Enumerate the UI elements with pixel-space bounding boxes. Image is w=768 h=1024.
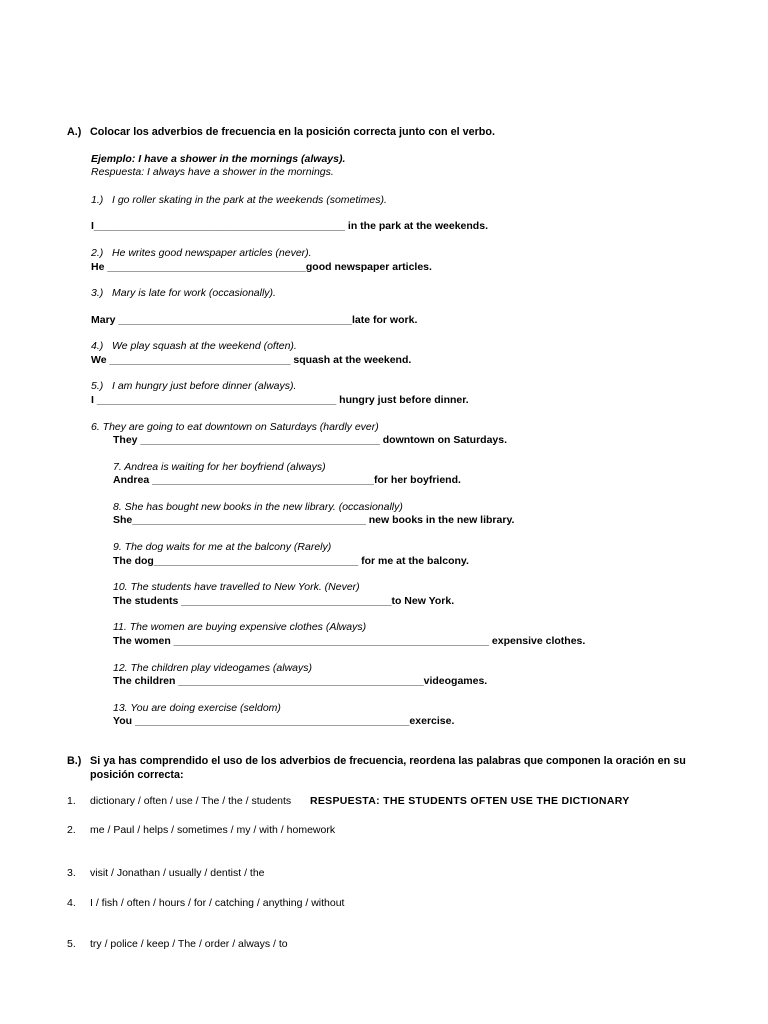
item-1-prompt: 1.) I go roller skating in the park at the weekends (sometimes). (91, 194, 387, 206)
item-9-fill: The dog___________________________________ for me at the balcony. (113, 555, 469, 567)
item-4-fill: We _______________________________ squash at the weekend. (91, 354, 412, 366)
item-3-prompt: 3.) Mary is late for work (occasionally). (91, 287, 276, 299)
b-item-5-number: 5. (67, 938, 76, 950)
item-5-prompt: 5.) I am hungry just before dinner (always). (91, 380, 297, 392)
item-13-prompt: 13. You are doing exercise (seldom) (113, 702, 281, 714)
b-item-1-number: 1. (67, 795, 76, 807)
b-item-5-words: try / police / keep / The / order / always / to (90, 938, 288, 950)
example-sentence: Ejemplo: I have a shower in the mornings (always). (91, 153, 346, 165)
section-b-title-line2: posición correcta: (90, 769, 184, 781)
item-5-fill: I _________________________________________ hungry just before dinner. (91, 394, 469, 406)
section-a-title: Colocar los adverbios de frecuencia en la posición correcta junto con el verbo. (90, 126, 495, 138)
b-item-4-words: I / fish / often / hours / for / catching / anything / without (90, 897, 345, 909)
item-2-prompt: 2.) He writes good newspaper articles (never). (91, 247, 312, 259)
item-1-fill: I___________________________________________ in the park at the weekends. (91, 220, 488, 232)
b-item-3-words: visit / Jonathan / usually / dentist / the (90, 867, 265, 879)
item-12-fill: The children __________________________________________videogames. (113, 675, 488, 687)
item-3-fill: Mary ________________________________________late for work. (91, 314, 418, 326)
item-9-prompt: 9. The dog waits for me at the balcony (Rarely) (113, 541, 332, 553)
item-11-fill: The women ______________________________________________________ expensive clothes. (113, 635, 586, 647)
section-b-title-line1: Si ya has comprendido el uso de los adverbios de frecuencia, reordena las palabras que componen la oración en su (90, 755, 686, 767)
section-a-marker: A.) (67, 126, 82, 138)
item-2-fill: He __________________________________good newspaper articles. (91, 261, 432, 273)
b-item-1-answer: RESPUESTA: THE STUDENTS OFTEN USE THE DICTIONARY (310, 795, 630, 807)
item-11-prompt: 11. The women are buying expensive clothes (Always) (113, 621, 367, 633)
b-item-2-words: me / Paul / helps / sometimes / my / with / homework (90, 824, 336, 836)
item-6-prompt: 6. They are going to eat downtown on Saturdays (hardly ever) (91, 421, 379, 433)
b-item-1-words: dictionary / often / use / The / the / students (90, 795, 292, 807)
item-10-fill: The students ____________________________________to New York. (113, 595, 455, 607)
item-8-prompt: 8. She has bought new books in the new library. (occasionally) (113, 501, 403, 513)
item-12-prompt: 12. The children play videogames (always) (113, 662, 313, 674)
item-10-prompt: 10. The students have travelled to New York. (Never) (113, 581, 360, 593)
item-8-fill: She________________________________________ new books in the new library. (113, 514, 515, 526)
item-6-fill: They _________________________________________ downtown on Saturdays. (113, 434, 508, 446)
b-item-4-number: 4. (67, 897, 76, 909)
item-13-fill: You _______________________________________________exercise. (113, 715, 455, 727)
b-item-2-number: 2. (67, 824, 76, 836)
item-7-prompt: 7. Andrea is waiting for her boyfriend (always) (113, 461, 326, 473)
section-b-marker: B.) (67, 755, 82, 767)
b-item-3-number: 3. (67, 867, 76, 879)
example-answer: Respuesta: I always have a shower in the mornings. (91, 166, 334, 178)
item-7-fill: Andrea ______________________________________for her boyfriend. (113, 474, 461, 486)
item-4-prompt: 4.) We play squash at the weekend (often). (91, 340, 297, 352)
